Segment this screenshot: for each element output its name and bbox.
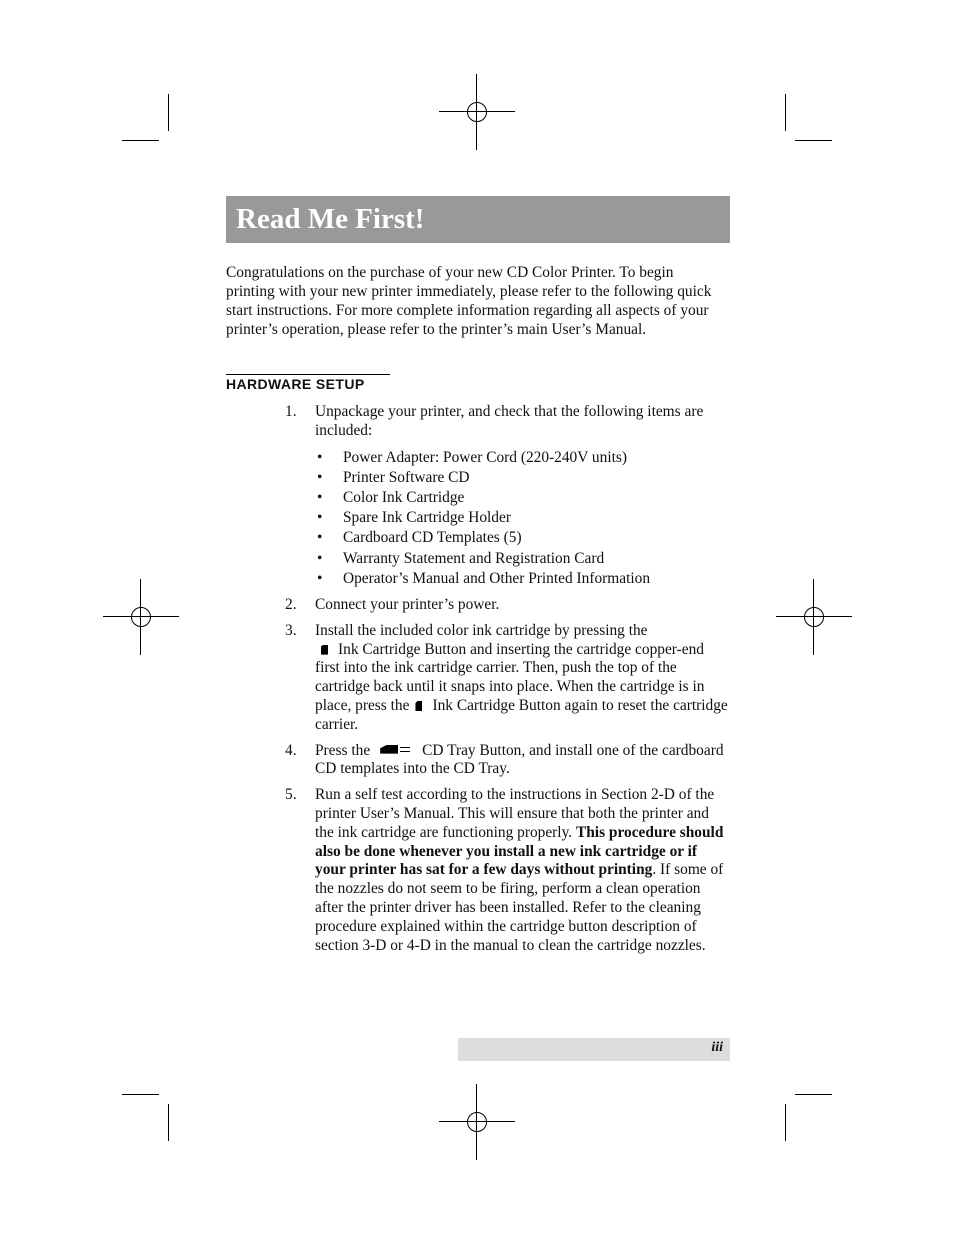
cd-tray-icon (378, 743, 414, 755)
intro-paragraph: Congratulations on the purchase of your new CD Color Printer. To begin printing with your new printer immediately, please refer to the following quick start instructions. For more complete information regarding all aspects of your printer’s operation, please refer to the printer’s main User’s Manual. (226, 264, 712, 338)
step-number: 3. (285, 621, 297, 639)
step-number: 2. (285, 596, 297, 614)
list-item: • Printer Software CD (315, 468, 730, 488)
step-1 (285, 403, 730, 589)
step-5 (285, 786, 730, 955)
step-3 (285, 622, 730, 735)
crop-mark (795, 140, 832, 141)
bullet: • (317, 549, 323, 567)
bullet: • (317, 529, 323, 547)
crop-mark (122, 140, 159, 141)
bullet: • (317, 569, 323, 587)
crop-mark (122, 1094, 159, 1095)
list-item: • Operator’s Manual and Other Printed Information (315, 569, 730, 589)
registration-mark-top (439, 74, 515, 150)
title-bar (226, 196, 730, 243)
ink-cartridge-icon (415, 701, 422, 711)
bullet: • (317, 509, 323, 527)
step-number: 1. (285, 403, 297, 420)
step-text: Run a self test according to the instructions in Section 2-D of the printer User’s Manual. This will ensure that both the printer and the ink cartridge are functioning properly. This procedure should also be done whenever you install a new ink cartridge or if your printer has sat for a few days without printing. If some of the nozzles do not seem to be firing, perform a clean operation after the printer driver has been installed. Refer to the cleaning procedure explained within the cartridge button description of section 3-D or 4-D in the manual to clean the cartridge nozzles. (315, 786, 724, 954)
registration-mark-right (776, 579, 852, 655)
step-text: Unpackage your printer, and check that the following items are included: (315, 403, 704, 439)
emphasis-text: This procedure should also be done whenever you install a new ink cartridge or if your printer has sat for a few days without printing (315, 823, 724, 879)
crop-mark (785, 94, 786, 131)
steps-list (285, 403, 730, 962)
footer-bar (458, 1038, 730, 1061)
step-4 (285, 742, 730, 780)
crop-mark (168, 94, 169, 131)
crop-mark (785, 1104, 786, 1141)
ink-cartridge-icon (321, 645, 328, 655)
step-text: Install the included color ink cartridge by pressing the Ink Cartridge Button and inserting the cartridge copper-end first into the ink cartridge carrier. Then, push the top of the cartridge back until it snaps into place. When the cartridge is in place, press the Ink Cartridge Button again to reset the cartridge carrier. (315, 621, 728, 733)
bullet: • (317, 489, 323, 506)
list-item: • Warranty Statement and Registration Card (315, 549, 730, 569)
step-text: Press the CD Tray Button, and install one of the cardboard CD templates into the CD Tray. (315, 741, 724, 778)
step-number: 5. (285, 786, 297, 804)
bullet: • (317, 448, 323, 466)
registration-mark-left (103, 579, 179, 655)
bullet: • (317, 468, 323, 486)
list-item: • Color Ink Cartridge (315, 488, 730, 508)
crop-mark (795, 1094, 832, 1095)
step-text: Connect your printer’s power. (315, 596, 500, 614)
page-title: Read Me First! (236, 203, 425, 235)
section-heading: HARDWARE SETUP (226, 374, 390, 393)
step-number: 4. (285, 741, 297, 759)
page-number: iii (711, 1040, 723, 1055)
registration-mark-bottom (439, 1084, 515, 1160)
list-item: • Power Adapter: Power Cord (220-240V units) (315, 448, 730, 468)
crop-mark (168, 1104, 169, 1141)
included-items-list (315, 448, 730, 589)
step-2 (285, 596, 730, 615)
list-item: • Cardboard CD Templates (5) (315, 528, 730, 548)
list-item: • Spare Ink Cartridge Holder (315, 508, 730, 528)
